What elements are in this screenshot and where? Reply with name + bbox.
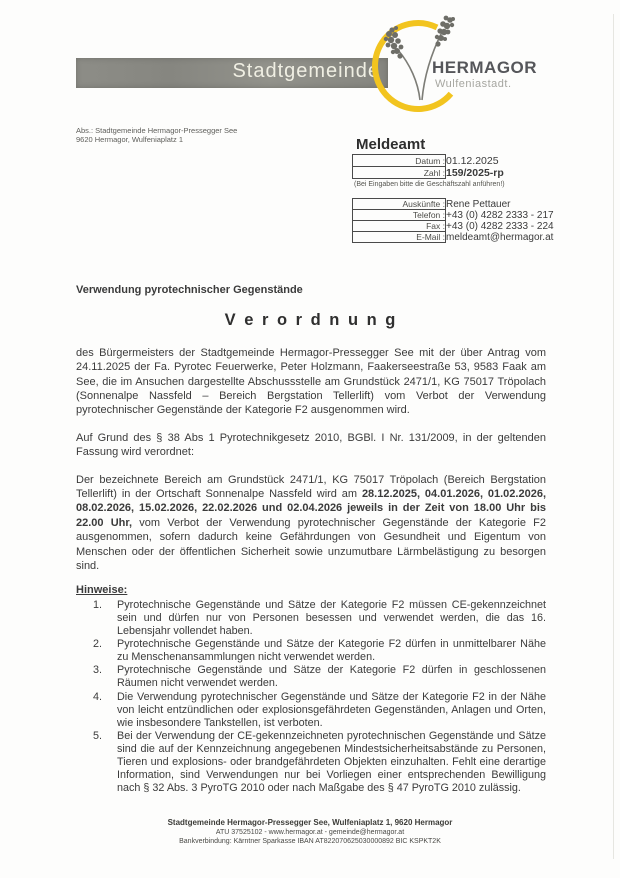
sender-address (76, 126, 237, 144)
contact-table (352, 198, 555, 243)
telefon-value: +43 (0) 4282 2333 - 217 (446, 209, 554, 221)
order-dates: 28.12.2025, 04.01.2026, 01.02.2026, 08.02.2026, 15.02.2026, 22.02.2026 und 02.04.2026 jeweils in der Zeit von 18.00 Uhr bis 22.00 Uhr, (76, 488, 546, 529)
page-footer (0, 818, 620, 847)
table-row (353, 155, 504, 167)
hint-text: Pyrotechnische Gegenstände und Sätze der Kategorie F2 dürfen in geschlossenen Räumen nicht verwendet werden. (117, 664, 546, 690)
hint-text: Pyrotechnische Gegenstände und Sätze der Kategorie F2 müssen CE-gekennzeichnet sein und dürfen nur von Personen besessen und verwendet werden, die das 16. Lebensjahr vollendet haben. (117, 598, 546, 638)
order-text-start: Der bezeichnete Bereich am Grundstück 2471/1, KG 75017 Tröpolach (Bereich Bergstation Tellerlift) in der Ortschaft Sonnenalpe Nassfeld wird am (76, 473, 546, 501)
auskuenfte-value: Rene Pettauer (446, 198, 511, 210)
subject-line: Verwendung pyrotechnischer Gegenstände (76, 284, 303, 296)
hermagor-logo (366, 10, 581, 122)
telefon-label: Telefon : (353, 210, 446, 221)
document-title: V e r o r d n u n g (224, 311, 398, 330)
table-row (353, 210, 555, 221)
hint-number: 5. (93, 729, 103, 742)
hint-text: Die Verwendung pyrotechnischer Gegenstände und Sätze der Kategorie F2 in der Nähe von leicht entzündlichen oder explosionsgefährdeten Gegenständen, Anlagen und Orten, wie insbesondere Tankstellen, ist verboten. (117, 690, 546, 729)
hint-number: 4. (93, 690, 103, 703)
logo-title: HERMAGOR (432, 58, 538, 77)
fax-value: +43 (0) 4282 2333 - 224 (446, 220, 554, 232)
office-title: Meldeamt (356, 136, 426, 153)
datum-value: 01.12.2025 (446, 154, 499, 167)
table-row (353, 221, 555, 232)
hint-item-4 (76, 691, 546, 730)
datum-label: Datum : (353, 155, 446, 167)
table-row (353, 167, 504, 179)
banner-title: Stadtgemeinde (232, 60, 380, 82)
footer-contact: ATU 37525102 - www.hermagor.at - gemeinde@hermagor.at (215, 828, 405, 836)
footer-address: Stadtgemeinde Hermagor-Pressegger See, Wulfeniaplatz 1, 9620 Hermagor (167, 818, 453, 827)
paragraph-intro: des Bürgermeisters der Stadtgemeinde Hermagor-Pressegger See mit der über Antrag vom 24.11.2025 der Fa. Pyrotec Feuerwerke, Peter Holzmann, Faakerseestraße 53, 9583 Faak am See, die im Ansuchen dargestellte Abschussstelle am Grundstück 2471/1, KG 75017 Tröpolach (Sonnenalpe Nassfeld – Bereich Bergstation Tellerlift) vom Verbot der Verwendung pyrotechnischer Gegenstände der Kategorie F2 ausgenommen wird. (76, 346, 546, 417)
zahl-label: Zahl : (353, 167, 446, 179)
table-row (353, 232, 555, 243)
fax-label: Fax : (353, 221, 446, 232)
reference-table (352, 154, 504, 179)
email-label: E-Mail : (353, 232, 446, 243)
hint-number: 1. (93, 598, 103, 611)
document-body (76, 283, 546, 795)
office-block (352, 136, 592, 243)
hint-text: Bei der Verwendung der CE-gekennzeichneten pyrotechnischen Gegenstände und Sätze sind die auf der Kennzeichnung angegebenen Mindestsicherheitsabstände zu Personen, Tieren und explosions- oder brandgefährdeten Objekten einzuhalten. Fehlt eine derartige Information, sind Verwendungen nur bei Vorliegen einer entsprechenden Bewilligung nach § 32 Abs. 3 PyroTG 2010 oder nach Maßgabe des § 47 PyroTG 2010 zulässig. (117, 729, 546, 795)
table-row (353, 199, 555, 210)
sender-line1: Abs.: Stadtgemeinde Hermagor-Pressegger See (76, 126, 238, 135)
reference-note: (Bei Eingaben bitte die Geschäftszahl anführen!) (354, 181, 505, 188)
footer-bank: Bankverbindung: Kärntner Sparkasse IBAN AT822070625030000892 BIC KSPKT2K (179, 838, 441, 845)
hint-item-3 (76, 664, 546, 690)
hint-text: Pyrotechnische Gegenstände und Sätze der Kategorie F2 dürfen in unmittelbarer Nähe zu Menschenansammlungen nicht verwendet werden. (117, 638, 546, 664)
hint-number: 3. (93, 664, 103, 677)
header-banner (76, 58, 388, 88)
email-value: meldeamt@hermagor.at (446, 231, 554, 243)
hint-item-2 (76, 638, 546, 664)
auskuenfte-label: Auskünfte : (353, 199, 446, 210)
scan-artifact (613, 14, 614, 859)
paragraph-legal-basis: Auf Grund des § 38 Abs 1 Pyrotechnikgesetz 2010, BGBl. I Nr. 131/2009, in der geltenden Fassung wird verordnet: (76, 431, 546, 459)
hint-item-5 (76, 730, 546, 795)
hints-heading: Hinweise: (76, 583, 128, 596)
paragraph-order (76, 473, 546, 574)
hint-item-1 (76, 599, 546, 638)
sender-line2: 9620 Hermagor, Wulfeniaplatz 1 (76, 135, 184, 144)
hint-number: 2. (93, 638, 103, 651)
logo-subtitle: Wulfeniastadt. (435, 78, 512, 90)
order-text-end: vom Verbot der Verwendung pyrotechnischer Gegenstände der Kategorie F2 ausgenommen, sofern dadurch keine Gefährdungen von Gesundheit und Eigentum von Menschen oder der öffentlichen Sicherheit sowie unzumutbare Lärmbelästigung zu besorgen sind. (76, 516, 546, 573)
zahl-value: 159/2025-rp (446, 166, 504, 179)
